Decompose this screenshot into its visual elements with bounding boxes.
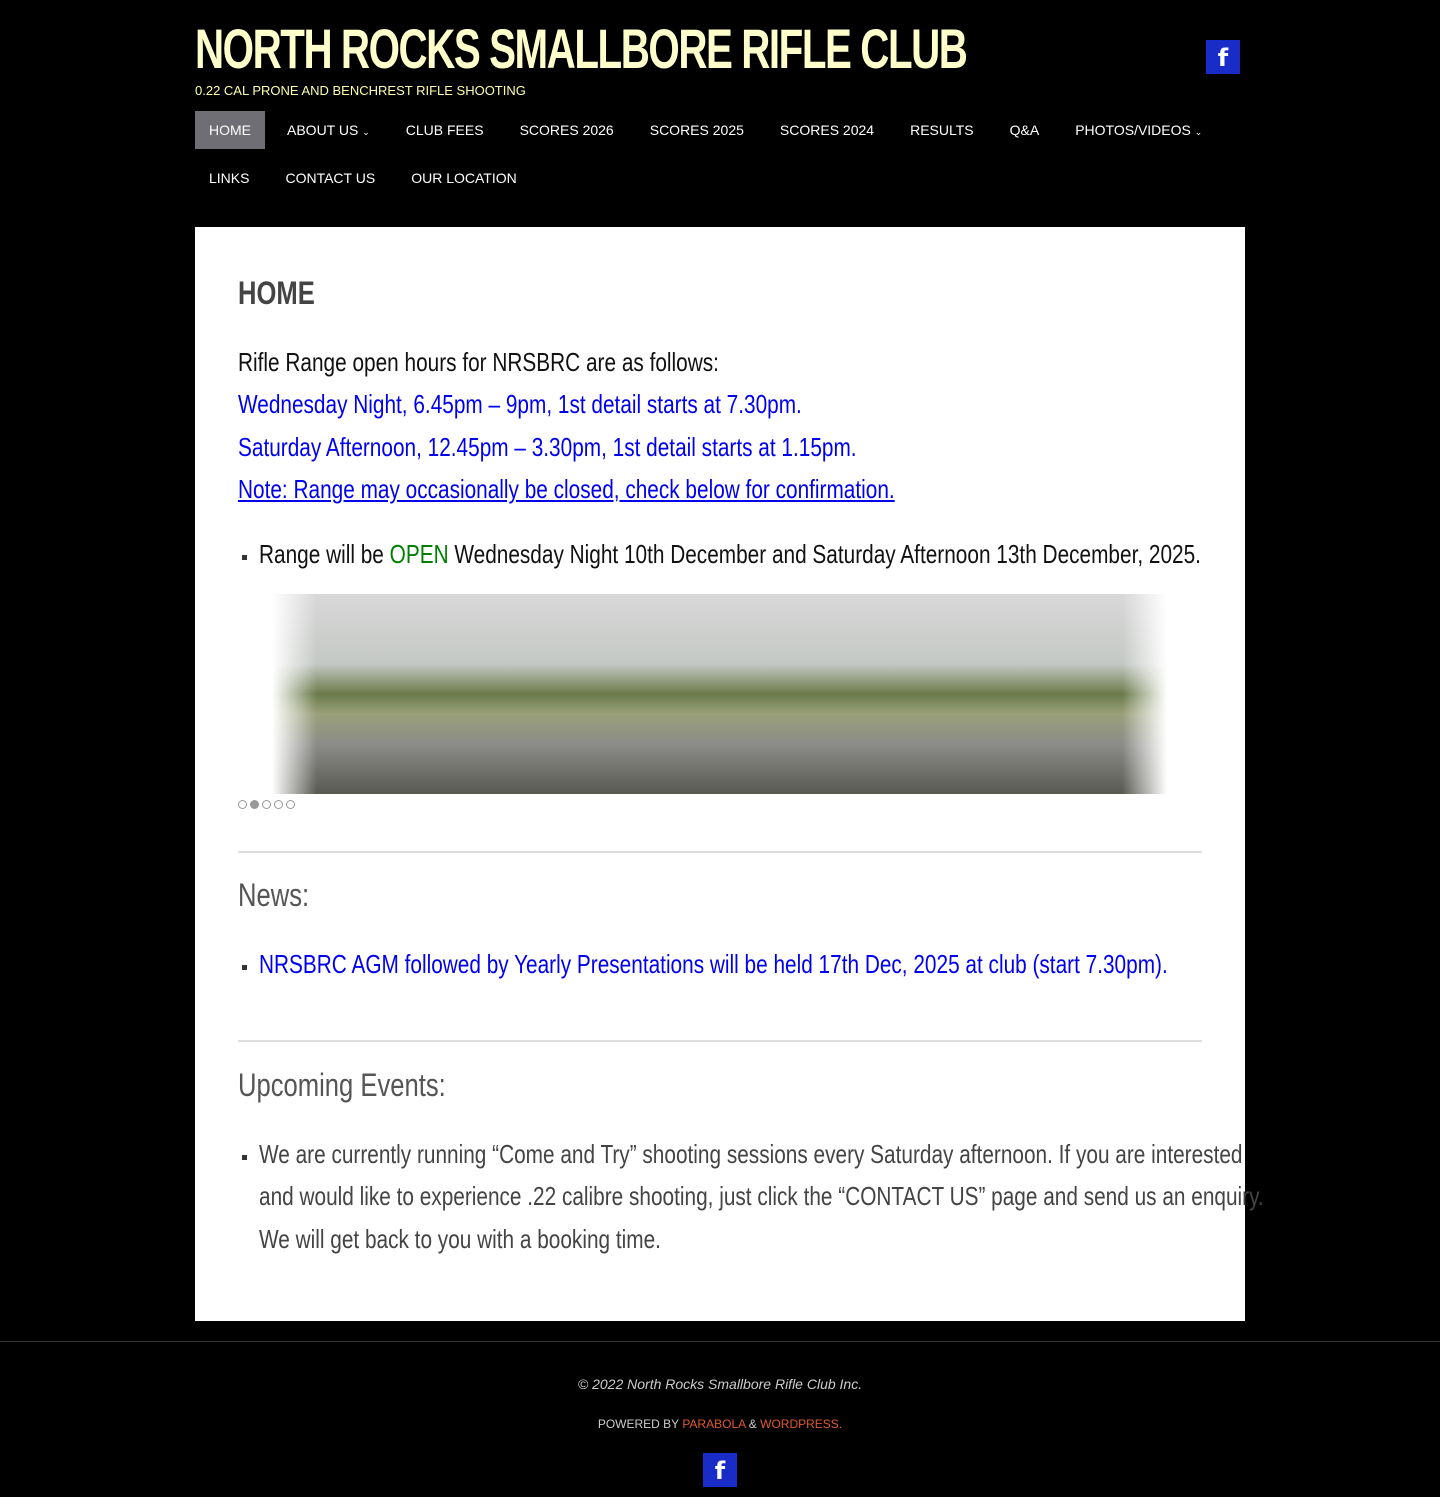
- parabola-link[interactable]: PARABOLA: [682, 1417, 746, 1431]
- divider: [238, 1040, 1202, 1042]
- range-photo-slide: [272, 594, 1167, 794]
- status-pre: Range will be: [259, 539, 390, 569]
- nav-label: ABOUT US: [287, 122, 359, 138]
- nav-scores-2026[interactable]: SCORES 2026: [519, 122, 614, 138]
- nav-contact-us[interactable]: CONTACT US: [285, 170, 376, 186]
- powered-label: POWERED BY: [597, 1417, 683, 1431]
- nav-our-location[interactable]: OUR LOCATION: [411, 170, 517, 186]
- intro-text: Rifle Range open hours for NRSBRC are as follows:: [238, 347, 719, 377]
- news-heading: News:: [238, 877, 310, 913]
- news-item: NRSBRC AGM followed by Yearly Presentations will be held 17th Dec, 2025 at club (start 7.30pm).: [259, 949, 1168, 979]
- events-text-3: We will get back to you with a booking time.: [259, 1224, 661, 1254]
- bullet: [242, 555, 247, 560]
- events-text-2: and would like to experience .22 calibre shooting, just click the “CONTACT US” page and send us an enquiry.: [259, 1181, 1264, 1211]
- nav-scores-2025[interactable]: SCORES 2025: [649, 122, 744, 138]
- slider-dot[interactable]: [274, 800, 283, 809]
- chevron-down-icon: ⌄: [1194, 127, 1203, 137]
- range-status: [259, 539, 1201, 569]
- slider-dots: [238, 800, 295, 809]
- divider: [238, 851, 1202, 853]
- site-title[interactable]: NORTH ROCKS SMALLBORE RIFLE CLUB: [195, 17, 967, 80]
- nav-home[interactable]: HOME: [195, 111, 265, 149]
- hours-wednesday: Wednesday Night, 6.45pm – 9pm, 1st detail starts at 7.30pm.: [238, 389, 802, 419]
- page-title: HOME: [238, 275, 315, 311]
- ampersand: &: [745, 1417, 761, 1431]
- nav-photos-videos[interactable]: [1061, 111, 1216, 149]
- slider-dot[interactable]: [238, 800, 247, 809]
- nav-scores-2024[interactable]: SCORES 2024: [779, 122, 875, 138]
- site-header: [195, 17, 1245, 104]
- nav-results[interactable]: RESULTS: [910, 122, 974, 138]
- slider-dot-active[interactable]: [250, 800, 259, 809]
- nav-label: PHOTOS/VIDEOS: [1075, 122, 1191, 138]
- events-heading: Upcoming Events:: [238, 1067, 446, 1103]
- nav-qa[interactable]: Q&A: [1009, 122, 1040, 138]
- nav-about-us[interactable]: [273, 111, 384, 149]
- main-content: [195, 227, 1264, 1321]
- chevron-down-icon: ⌄: [362, 127, 370, 137]
- status-post: Wednesday Night 10th December and Saturday Afternoon 13th December, 2025.: [448, 539, 1201, 569]
- events-text-1: We are currently running “Come and Try” shooting sessions every Saturday afternoon. If you are interested: [259, 1139, 1243, 1169]
- facebook-icon[interactable]: f: [703, 1453, 737, 1487]
- nav-club-fees[interactable]: CLUB FEES: [405, 122, 484, 138]
- copyright: © 2022 North Rocks Smallbore Rifle Club Inc.: [577, 1376, 863, 1392]
- closure-note-link[interactable]: Note: Range may occasionally be closed, check below for confirmation.: [238, 474, 895, 504]
- hours-saturday: Saturday Afternoon, 12.45pm – 3.30pm, 1st detail starts at 1.15pm.: [238, 432, 857, 462]
- site-tagline: 0.22 CAL PRONE AND BENCHREST RIFLE SHOOTING: [195, 83, 526, 98]
- status-open: OPEN: [389, 539, 449, 569]
- powered-by: [0, 1417, 1440, 1431]
- wordpress-link[interactable]: WORDPRESS.: [760, 1417, 843, 1431]
- main-nav: [195, 111, 1245, 197]
- facebook-icon[interactable]: f: [1206, 40, 1240, 74]
- bullet: [242, 965, 247, 970]
- nav-links[interactable]: LINKS: [209, 170, 250, 186]
- slider-dot[interactable]: [286, 800, 295, 809]
- bullet: [242, 1155, 247, 1160]
- footer-divider: [0, 1341, 1440, 1342]
- slider-dot[interactable]: [262, 800, 271, 809]
